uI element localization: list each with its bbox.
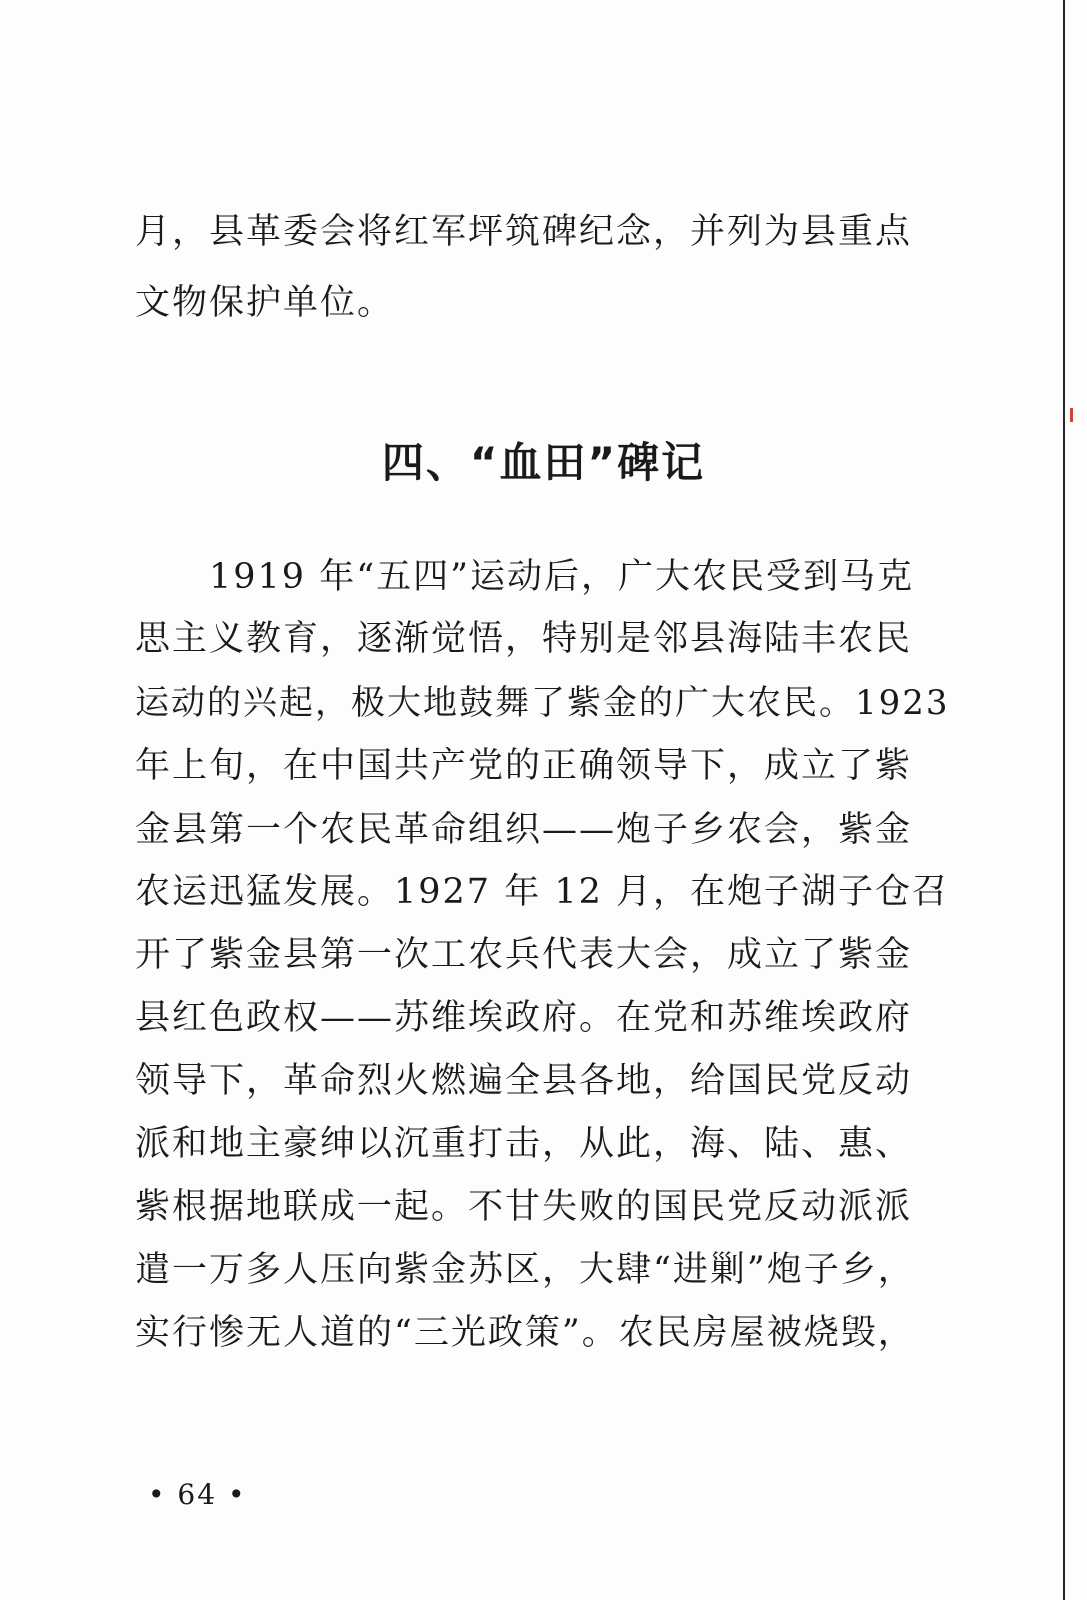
paragraph-line: 思主义教育，逐渐觉悟，特别是邻县海陆丰农民 [135,619,913,659]
paragraph-line: 紫根据地联成一起。不甘失败的国民党反动派派 [135,1187,913,1227]
page-number: • 64 • [148,1478,247,1511]
paragraph-line: 派和地主豪绅以沉重打击，从此，海、陆、惠、 [135,1124,913,1164]
page-edge-line [1063,0,1065,1600]
page-edge-mark [1070,408,1073,422]
paragraph-line: 领导下，革命烈火燃遍全县各地，给国民党反动 [135,1061,913,1101]
paragraph-line: 开了紫金县第一次工农兵代表大会，成立了紫金 [135,935,913,975]
paragraph-line: 农运迅猛发展。1927 年 12 月，在炮子湖子仓召 [135,872,949,912]
paragraph-line: 运动的兴起，极大地鼓舞了紫金的广大农民。1923 [135,683,950,723]
text-line-2: 文物保护单位。 [135,283,395,323]
paragraph-line: 遣一万多人压向紫金苏区，大肆“进剿”炮子乡， [135,1250,915,1290]
text-line-1: 月，县革委会将红军坪筑碑纪念，并列为县重点 [135,212,913,252]
paragraph-line: 金县第一个农民革命组织——炮子乡农会，紫金 [135,810,913,850]
paragraph-line: 年上旬，在中国共产党的正确领导下，成立了紫 [135,746,913,786]
section-heading: 四、“血田”碑记 [381,438,706,487]
paragraph-line: 1919 年“五四”运动后，广大农民受到马克 [135,557,914,597]
paragraph-line: 县红色政权——苏维埃政府。在党和苏维埃政府 [135,998,913,1038]
paragraph-line: 实行惨无人道的“三光政策”。农民房屋被烧毁， [135,1313,915,1353]
